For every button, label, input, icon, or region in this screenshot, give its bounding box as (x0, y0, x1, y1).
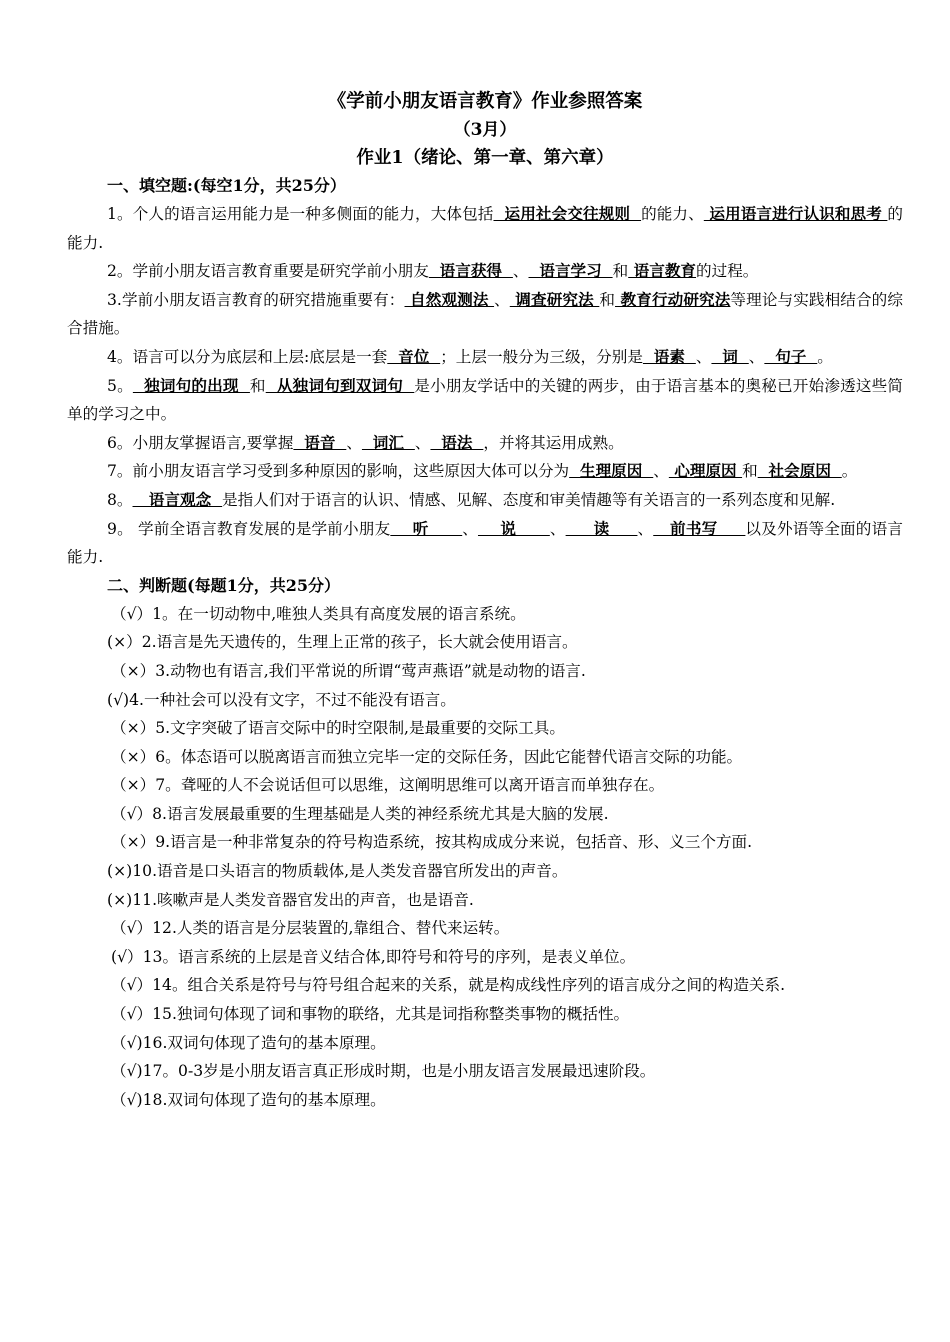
judgment-item: （×）5.文字突破了语言交际中的时空限制,是最重要的交际工具。 (111, 719, 565, 738)
answer-blank: 运用社会交往规则 (493, 204, 642, 223)
judgment-item: （×）9.语言是一种非常复杂的符号构造系统，按其构成成分来说，包括音、形、义三个方面. (111, 833, 753, 852)
answer-blank: 语音 (293, 432, 347, 452)
judgment-item: (×)11.咳嗽声是人类发音器官发出的声音，也是语音. (107, 890, 474, 909)
answer-blank: 语法 (430, 432, 484, 452)
answer-blank: 教育行动研究法 (615, 289, 731, 309)
answer-blank: 生理原因 (569, 461, 654, 481)
answer-blank: 语素 (642, 346, 696, 366)
answer-blank: 自然观测法 (404, 289, 495, 309)
question-6: 6。小朋友掌握语言,要掌握 语音 、 词汇 、 语法 ，并将其运用成熟。 (107, 432, 624, 452)
judgment-item: (×)10.语音是口头语言的物质载体,是人类发音器官所发出的声音。 (107, 862, 568, 881)
answer-blank: 心理原因 (668, 461, 743, 481)
answer-blank: 调查研究法 (509, 289, 600, 309)
judgment-item: （√)18.双词句体现了造句的基本原理。 (111, 1090, 386, 1109)
question-3: 3.学前小朋友语言教育的研究措施重要有： 自然观测法 、 调查研究法 和 教育行动研究法等理论与实践相结合的综合措施。 (67, 289, 903, 338)
answer-blank: 语言学习 (528, 261, 613, 281)
question-9: 9。 学前全语言教育发展的是学前小朋友 听 、 说 、 读 、 前书写 以及外语等全面的语言能力. (67, 518, 903, 567)
answer-blank: 说 (477, 518, 550, 538)
answer-blank: 词汇 (361, 432, 415, 452)
judgment-item: （×）7。聋哑的人不会说话但可以思维，这阐明思维可以离开语言而单独存在。 (111, 776, 665, 795)
answer-blank: 听 (390, 518, 463, 538)
judgment-item: （√)17。0-3岁是小朋友语言真正形成时期，也是小朋友语言发展最迅速阶段。 (111, 1062, 656, 1081)
doc-month: （3月） (453, 120, 517, 140)
question-8: 8。 语言观念 是指人们对于语言的认识、情感、见解、态度和审美情趣等有关语言的一系列态度和见解. (107, 489, 836, 509)
judgment-item: (√）13。语言系统的上层是音义结合体,即符号和符号的序列，是表义单位。 (111, 947, 636, 966)
answer-blank: 前书写 (653, 518, 746, 538)
judgment-item: （×）3.动物也有语言,我们平常说的所谓“莺声燕语”就是动物的语言. (111, 661, 586, 680)
answer-blank: 语言教育 (628, 261, 697, 281)
assignment-title: 作业1（绪论、第一章、第六章） (356, 148, 614, 168)
judgment-item: （√）12.人类的语言是分层装置的,靠组合、替代来运转。 (111, 919, 510, 938)
section-true-false-heading: 二、判断题(每题1分，共25分） (107, 575, 340, 595)
answer-blank: 语言观念 (132, 489, 223, 509)
answer-blank: 运用语言进行认识和思考 (703, 204, 888, 223)
judgment-item: （√）15.独词句体现了词和事物的联络，尤其是词指称整类事物的概括性。 (111, 1005, 630, 1024)
answer-blank: 独词句的出现 (132, 375, 250, 395)
answer-blank: 语言获得 (428, 261, 513, 281)
answer-blank: 从独词句到双词句 (265, 375, 415, 395)
answer-blank: 读 (565, 518, 638, 538)
question-1: 1。个人的语言运用能力是一种多侧面的能力，大体包括 运用社会交往规则 的能力、 运用语言进行认识和思考 的能力. (67, 204, 904, 252)
judgment-item: （×）6。体态语可以脱离语言而独立完毕一定的交际任务，因此它能替代语言交际的功能。 (111, 747, 743, 766)
judgment-item: （√)16.双词句体现了造句的基本原理。 (111, 1033, 386, 1052)
judgment-item: (×）2.语言是先天遗传的，生理上正常的孩子，长大就会使用语言。 (107, 633, 578, 652)
question-2: 2。学前小朋友语言教育重要是研究学前小朋友 语言获得 、 语言学习 和 语言教育的过程。 (107, 261, 759, 281)
judgment-item: （√）8.语言发展最重要的生理基础是人类的神经系统尤其是大脑的发展. (111, 804, 609, 823)
judgment-item: (√)4.一种社会可以没有文字，不过不能没有语言。 (107, 690, 456, 709)
doc-title: 《学前小朋友语言教育》作业参照答案 (327, 91, 643, 112)
question-7: 7。前小朋友语言学习受到多种原因的影响，这些原因大体可以分为 生理原因 、 心理原因 和 社会原因 。 (107, 461, 858, 481)
answer-blank: 词 (711, 346, 749, 366)
section-fill-in-heading: 一、填空题:(每空1分，共25分） (107, 176, 346, 195)
answer-blank: 社会原因 (757, 461, 842, 481)
answer-blank: 音位 (387, 346, 441, 366)
judgment-item: （√）14。组合关系是符号与符号组合起来的关系，就是构成线性序列的语言成分之间的构造关系. (111, 976, 786, 995)
answer-blank: 句子 (764, 346, 818, 366)
question-4: 4。语言可以分为底层和上层:底层是一套 音位 ；上层一般分为三级，分别是 语素 、 词 、 句子 。 (107, 346, 833, 366)
question-5: 5。 独词句的出现 和 从独词句到双词句 是小朋友学话中的关键的两步，由于语言基本的奥秘已开始渗透这些简单的学习之中。 (67, 375, 903, 424)
document-page (67, 88, 903, 1114)
judgment-item: （√）1。在一切动物中,唯独人类具有高度发展的语言系统。 (111, 604, 526, 623)
